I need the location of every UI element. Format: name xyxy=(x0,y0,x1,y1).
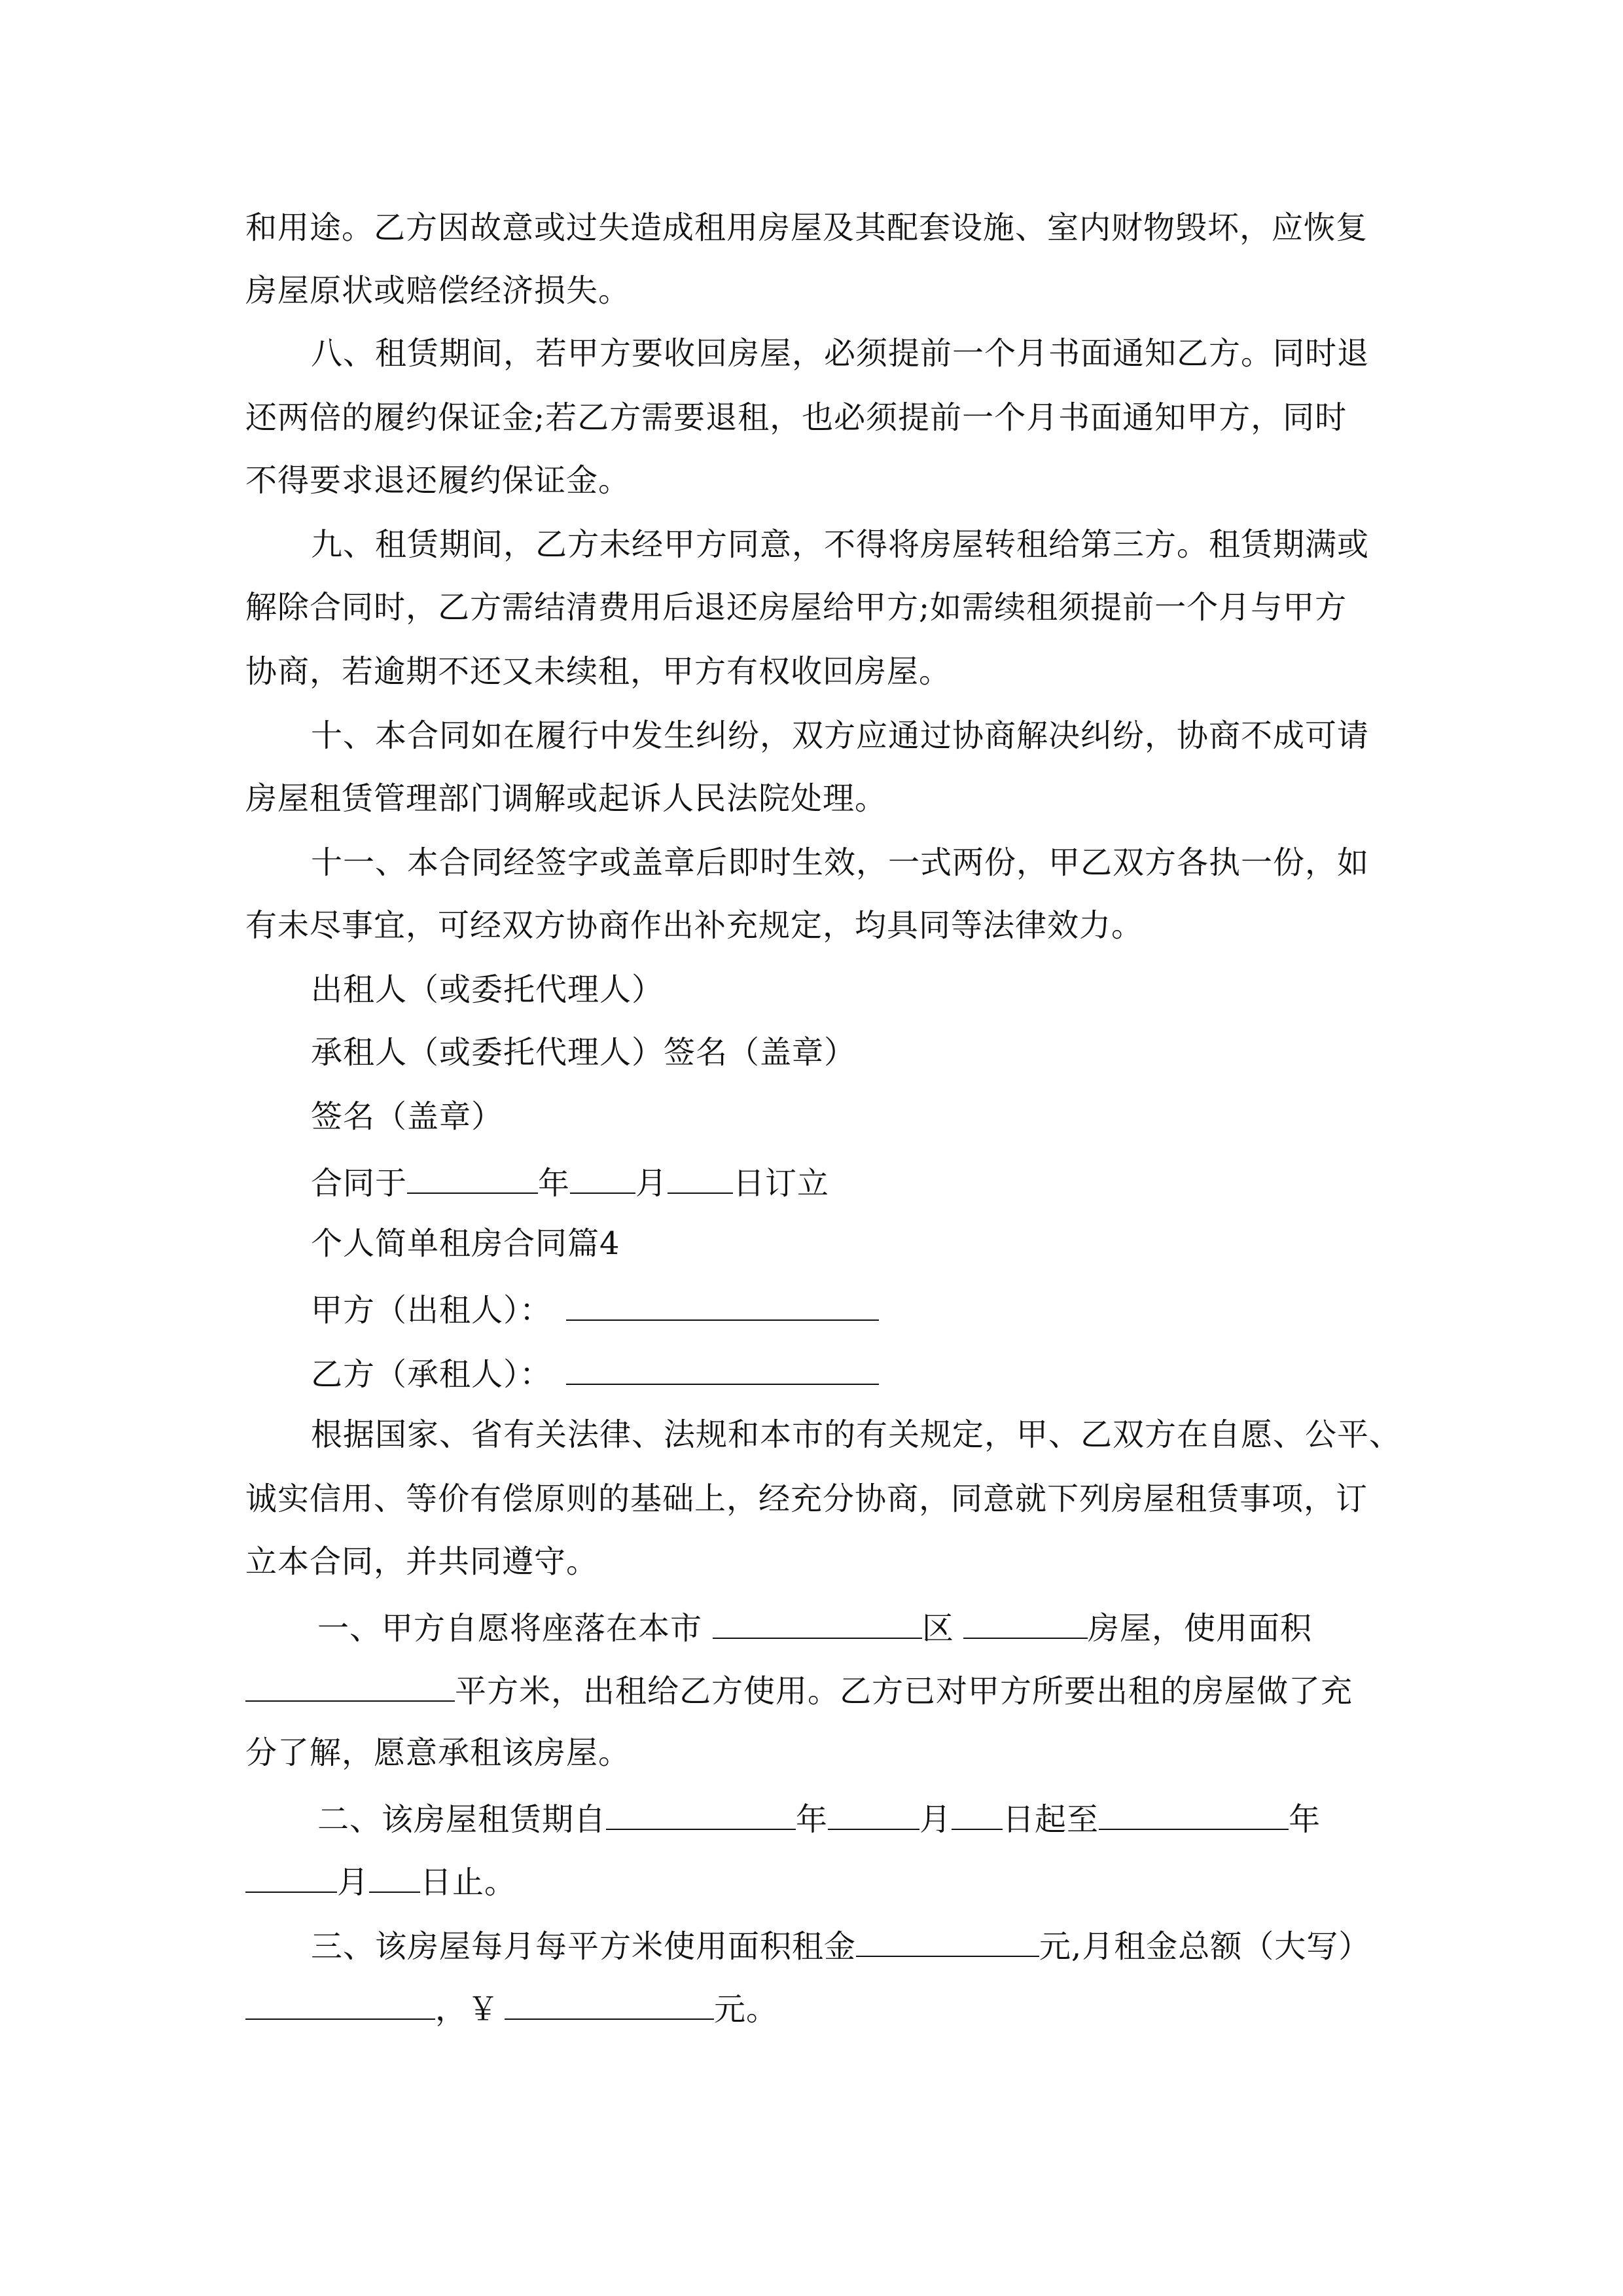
total-amount-blank xyxy=(505,1987,714,2020)
clause-3-line xyxy=(245,1987,1623,2029)
clause-8-line: 还两倍的履约保证金;若乙方需要退租，也必须提前一个月书面通知甲方，同时 xyxy=(245,399,1347,436)
end-year-blank xyxy=(1099,1797,1289,1830)
party-a-line xyxy=(311,1288,1623,1330)
city-blank xyxy=(713,1606,922,1639)
sqm-suffix: 平方米，出租给乙方使用。乙方已对甲方所要出租的房屋做了充 xyxy=(455,1673,1353,1710)
start-month-blank xyxy=(828,1797,919,1830)
area-blank xyxy=(245,1669,455,1702)
clause-3-line xyxy=(311,1924,1623,1966)
district-label: 区 xyxy=(922,1610,955,1647)
yuan-end: 元。 xyxy=(714,1991,779,2028)
day-to-label: 日止。 xyxy=(420,1864,517,1901)
end-month-label: 月 xyxy=(337,1864,370,1901)
currency-symbol: ￥ xyxy=(467,1991,500,2028)
district-blank xyxy=(963,1606,1088,1639)
clause-2-line xyxy=(317,1797,1623,1839)
end-day-blank xyxy=(369,1860,420,1893)
section-title: 个人简单租房合同篇4 xyxy=(311,1225,620,1262)
yuan-label: 元 xyxy=(1039,1928,1072,1965)
start-month-label: 月 xyxy=(919,1801,952,1838)
year-blank xyxy=(407,1161,538,1194)
day-blank xyxy=(668,1161,733,1194)
month-blank xyxy=(570,1161,635,1194)
lessee-label: 承租人（或委托代理人）签名（盖章） xyxy=(311,1034,857,1071)
house-label: 房屋，使用面积 xyxy=(1088,1610,1313,1647)
clause-11-line: 有未尽事宜，可经双方协商作出补充规定，均具同等法律效力。 xyxy=(245,907,1144,944)
clause-1-line xyxy=(245,1669,1623,1711)
start-year-label: 年 xyxy=(796,1801,829,1838)
clause-1-prefix: 一、甲方自愿将座落在本市 xyxy=(317,1610,703,1647)
party-b-blank xyxy=(566,1352,879,1385)
day-from-label: 日起至 xyxy=(1003,1801,1099,1838)
clause-2-prefix: 二、该房屋租赁期自 xyxy=(317,1801,607,1838)
total-capital-blank xyxy=(245,1987,435,2020)
date-prefix: 合同于 xyxy=(311,1165,408,1202)
party-b-line xyxy=(311,1352,1623,1394)
clause-9-line: 九、租赁期间，乙方未经甲方同意，不得将房屋转租给第三方。租赁期满或 xyxy=(311,526,1370,563)
clause-9-line: 协商，若逾期不还又未续租，甲方有权收回房屋。 xyxy=(245,653,952,690)
comma: ， xyxy=(435,1991,468,2028)
clause-10-line: 房屋租赁管理部门调解或起诉人民法院处理。 xyxy=(245,780,887,817)
sign-label: 签名（盖章） xyxy=(311,1098,504,1135)
text-line: 房屋原状或赔偿经济损失。 xyxy=(245,272,631,309)
clause-11-line: 十一、本合同经签字或盖章后即时生效，一式两份，甲乙双方各执一份，如 xyxy=(311,844,1370,881)
lessor-label: 出租人（或委托代理人） xyxy=(311,971,664,1008)
year-label: 年 xyxy=(538,1165,571,1202)
clause-2-line xyxy=(245,1860,1623,1902)
preamble-line: 立本合同，并共同遵守。 xyxy=(245,1543,599,1580)
clause-3-prefix: 三、该房屋每月每平方米使用面积租金 xyxy=(311,1928,857,1965)
contract-date-line xyxy=(311,1161,1623,1203)
clause-8-line: 八、租赁期间，若甲方要收回房屋，必须提前一个月书面通知乙方。同时退 xyxy=(311,335,1370,372)
total-label: ,月租金总额（大写） xyxy=(1071,1928,1371,1965)
clause-10-line: 十、本合同如在履行中发生纠纷，双方应通过协商解决纠纷，协商不成可请 xyxy=(311,717,1370,754)
party-a-label: 甲方（出租人）： xyxy=(311,1292,552,1329)
end-month-blank xyxy=(245,1860,337,1893)
rent-per-sqm-blank xyxy=(856,1924,1039,1957)
start-year-blank xyxy=(606,1797,796,1830)
preamble-line: 诚实信用、等价有偿原则的基础上，经充分协商，同意就下列房屋租赁事项，订 xyxy=(245,1480,1368,1517)
clause-9-line: 解除合同时，乙方需结清费用后退还房屋给甲方;如需续租须提前一个月与甲方 xyxy=(245,589,1347,626)
clause-8-line: 不得要求退还履约保证金。 xyxy=(245,462,631,499)
clause-1-line: 分了解，愿意承租该房屋。 xyxy=(245,1734,631,1771)
text-line: 和用途。乙方因故意或过失造成租用房屋及其配套设施、室内财物毁坏，应恢复 xyxy=(245,209,1368,246)
party-b-label: 乙方（承租人）： xyxy=(311,1356,552,1393)
day-suffix: 日订立 xyxy=(733,1165,830,1202)
party-a-blank xyxy=(566,1288,879,1321)
clause-1-line xyxy=(317,1606,1623,1648)
end-year-label: 年 xyxy=(1289,1801,1321,1838)
month-label: 月 xyxy=(635,1165,668,1202)
start-day-blank xyxy=(952,1797,1003,1830)
preamble-line: 根据国家、省有关法律、法规和本市的有关规定，甲、乙双方在自愿、公平、 xyxy=(311,1416,1402,1453)
